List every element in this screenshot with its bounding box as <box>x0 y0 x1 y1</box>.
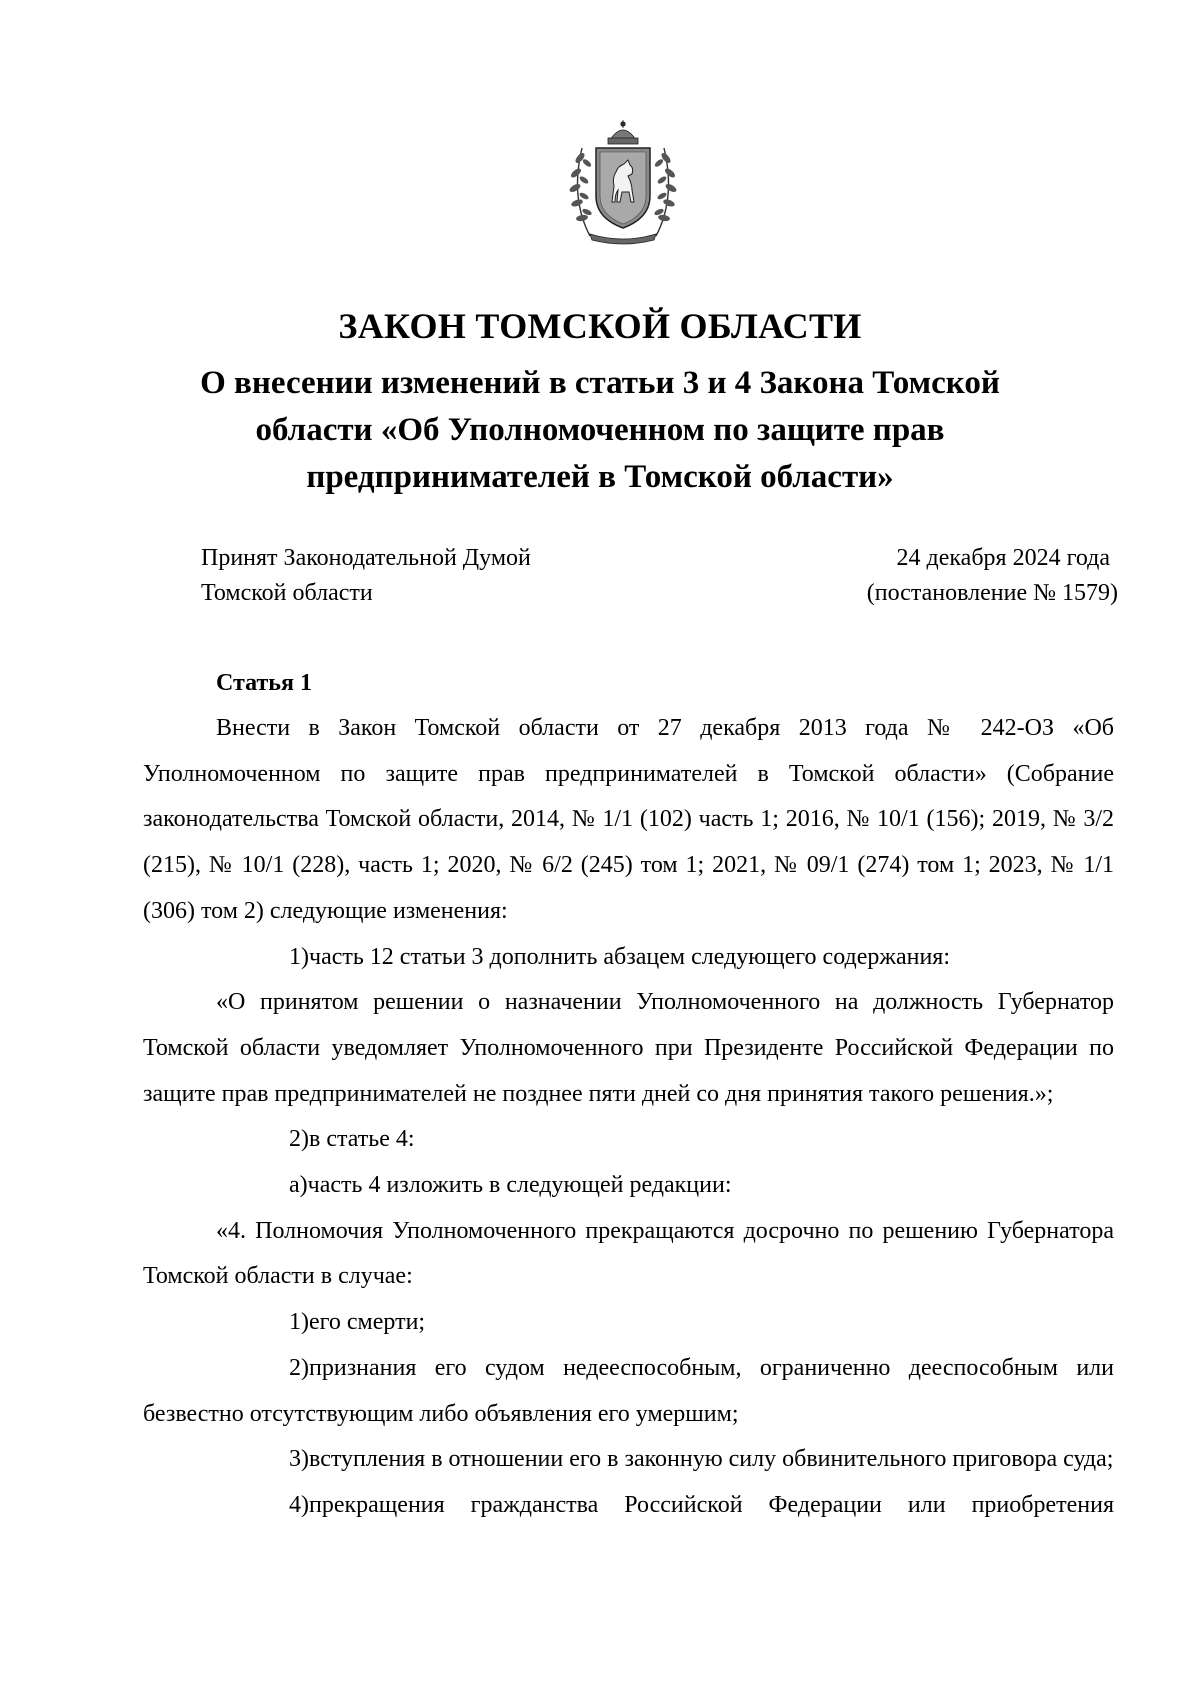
resolution-number: (постановление № 1579) <box>866 580 1118 606</box>
item-text: часть 12 статьи 3 дополнить абзацем следующего содержания: <box>309 943 951 970</box>
item-number: 2) <box>289 1354 309 1381</box>
item-text: прекращения гражданства Российской Федерации или приобретения <box>309 1491 1114 1518</box>
item-number: 1) <box>289 943 309 970</box>
list-item <box>143 1117 1114 1163</box>
list-item <box>143 1300 1114 1346</box>
item-number: 2) <box>289 1126 309 1153</box>
item-text: его смерти; <box>309 1309 426 1336</box>
adoption-body-line: Принят Законодательной Думой <box>201 545 531 571</box>
article-body <box>143 706 1114 1529</box>
law-title: ЗАКОН ТОМСКОЙ ОБЛАСТИ <box>338 306 862 346</box>
quoted-paragraph: «О принятом решении о назначении Уполномоченного на должность Губернатор Томской области уведомляет Уполномоченного при Президенте Российской Федерации по защите прав предпринимателей не позднее пяти дней со дня принятия такого решения.»; <box>143 989 1114 1107</box>
item-number: 1) <box>289 1309 309 1336</box>
item-number: 3) <box>289 1446 309 1473</box>
list-item <box>143 1483 1114 1529</box>
adoption-date <box>867 541 1118 611</box>
item-text: часть 4 изложить в следующей редакции: <box>307 1172 732 1199</box>
adoption-body-line: Томской области <box>201 580 373 606</box>
article-intro-paragraph: Внести в Закон Томской области от 27 декабря 2013 года № 242-ОЗ «Об Уполномоченном по защите прав предпринимателей в Томской области» (Собрание законодательства Томской области, 2014, № 1/1 (102) часть 1; 2016, № 10/1 (156); 2019, № 3/2 (215), № 10/1 (228), часть 1; 2020, № 6/2 (245) том 1; 2021, № 09/1 (274) том 1; 2023, № 1/1 (306) том 2) следующие изменения: <box>143 715 1114 924</box>
article-title: Статья 1 <box>216 670 312 696</box>
list-item <box>143 935 1114 981</box>
subtitle-line: О внесении изменений в статьи 3 и 4 Закона Томской <box>200 365 1000 401</box>
adoption-date-line: 24 декабря 2024 года <box>896 545 1110 571</box>
item-number: 4) <box>289 1491 309 1518</box>
list-item <box>143 1163 1114 1209</box>
law-subtitle <box>0 360 1200 501</box>
item-text: признания его судом недееспособным, ограниченно дееспособным или безвестно отсутствующим либо объявления его умершим; <box>143 1354 1114 1427</box>
adoption-body <box>201 541 531 611</box>
list-item <box>143 1437 1114 1483</box>
quoted-paragraph: «4. Полномочия Уполномоченного прекращаются досрочно по решению Губернатора Томской области в случае: <box>143 1217 1114 1290</box>
item-text: вступления в отношении его в законную силу обвинительного приговора суда; <box>309 1446 1114 1473</box>
subtitle-line: предпринимателей в Томской области» <box>306 459 894 495</box>
tomsk-coat-of-arms-emblem <box>560 118 686 248</box>
item-text: в статье 4: <box>309 1126 415 1153</box>
list-item <box>143 1346 1114 1437</box>
item-number: а) <box>289 1172 308 1199</box>
subtitle-line: области «Об Уполномоченном по защите прав <box>255 412 945 448</box>
